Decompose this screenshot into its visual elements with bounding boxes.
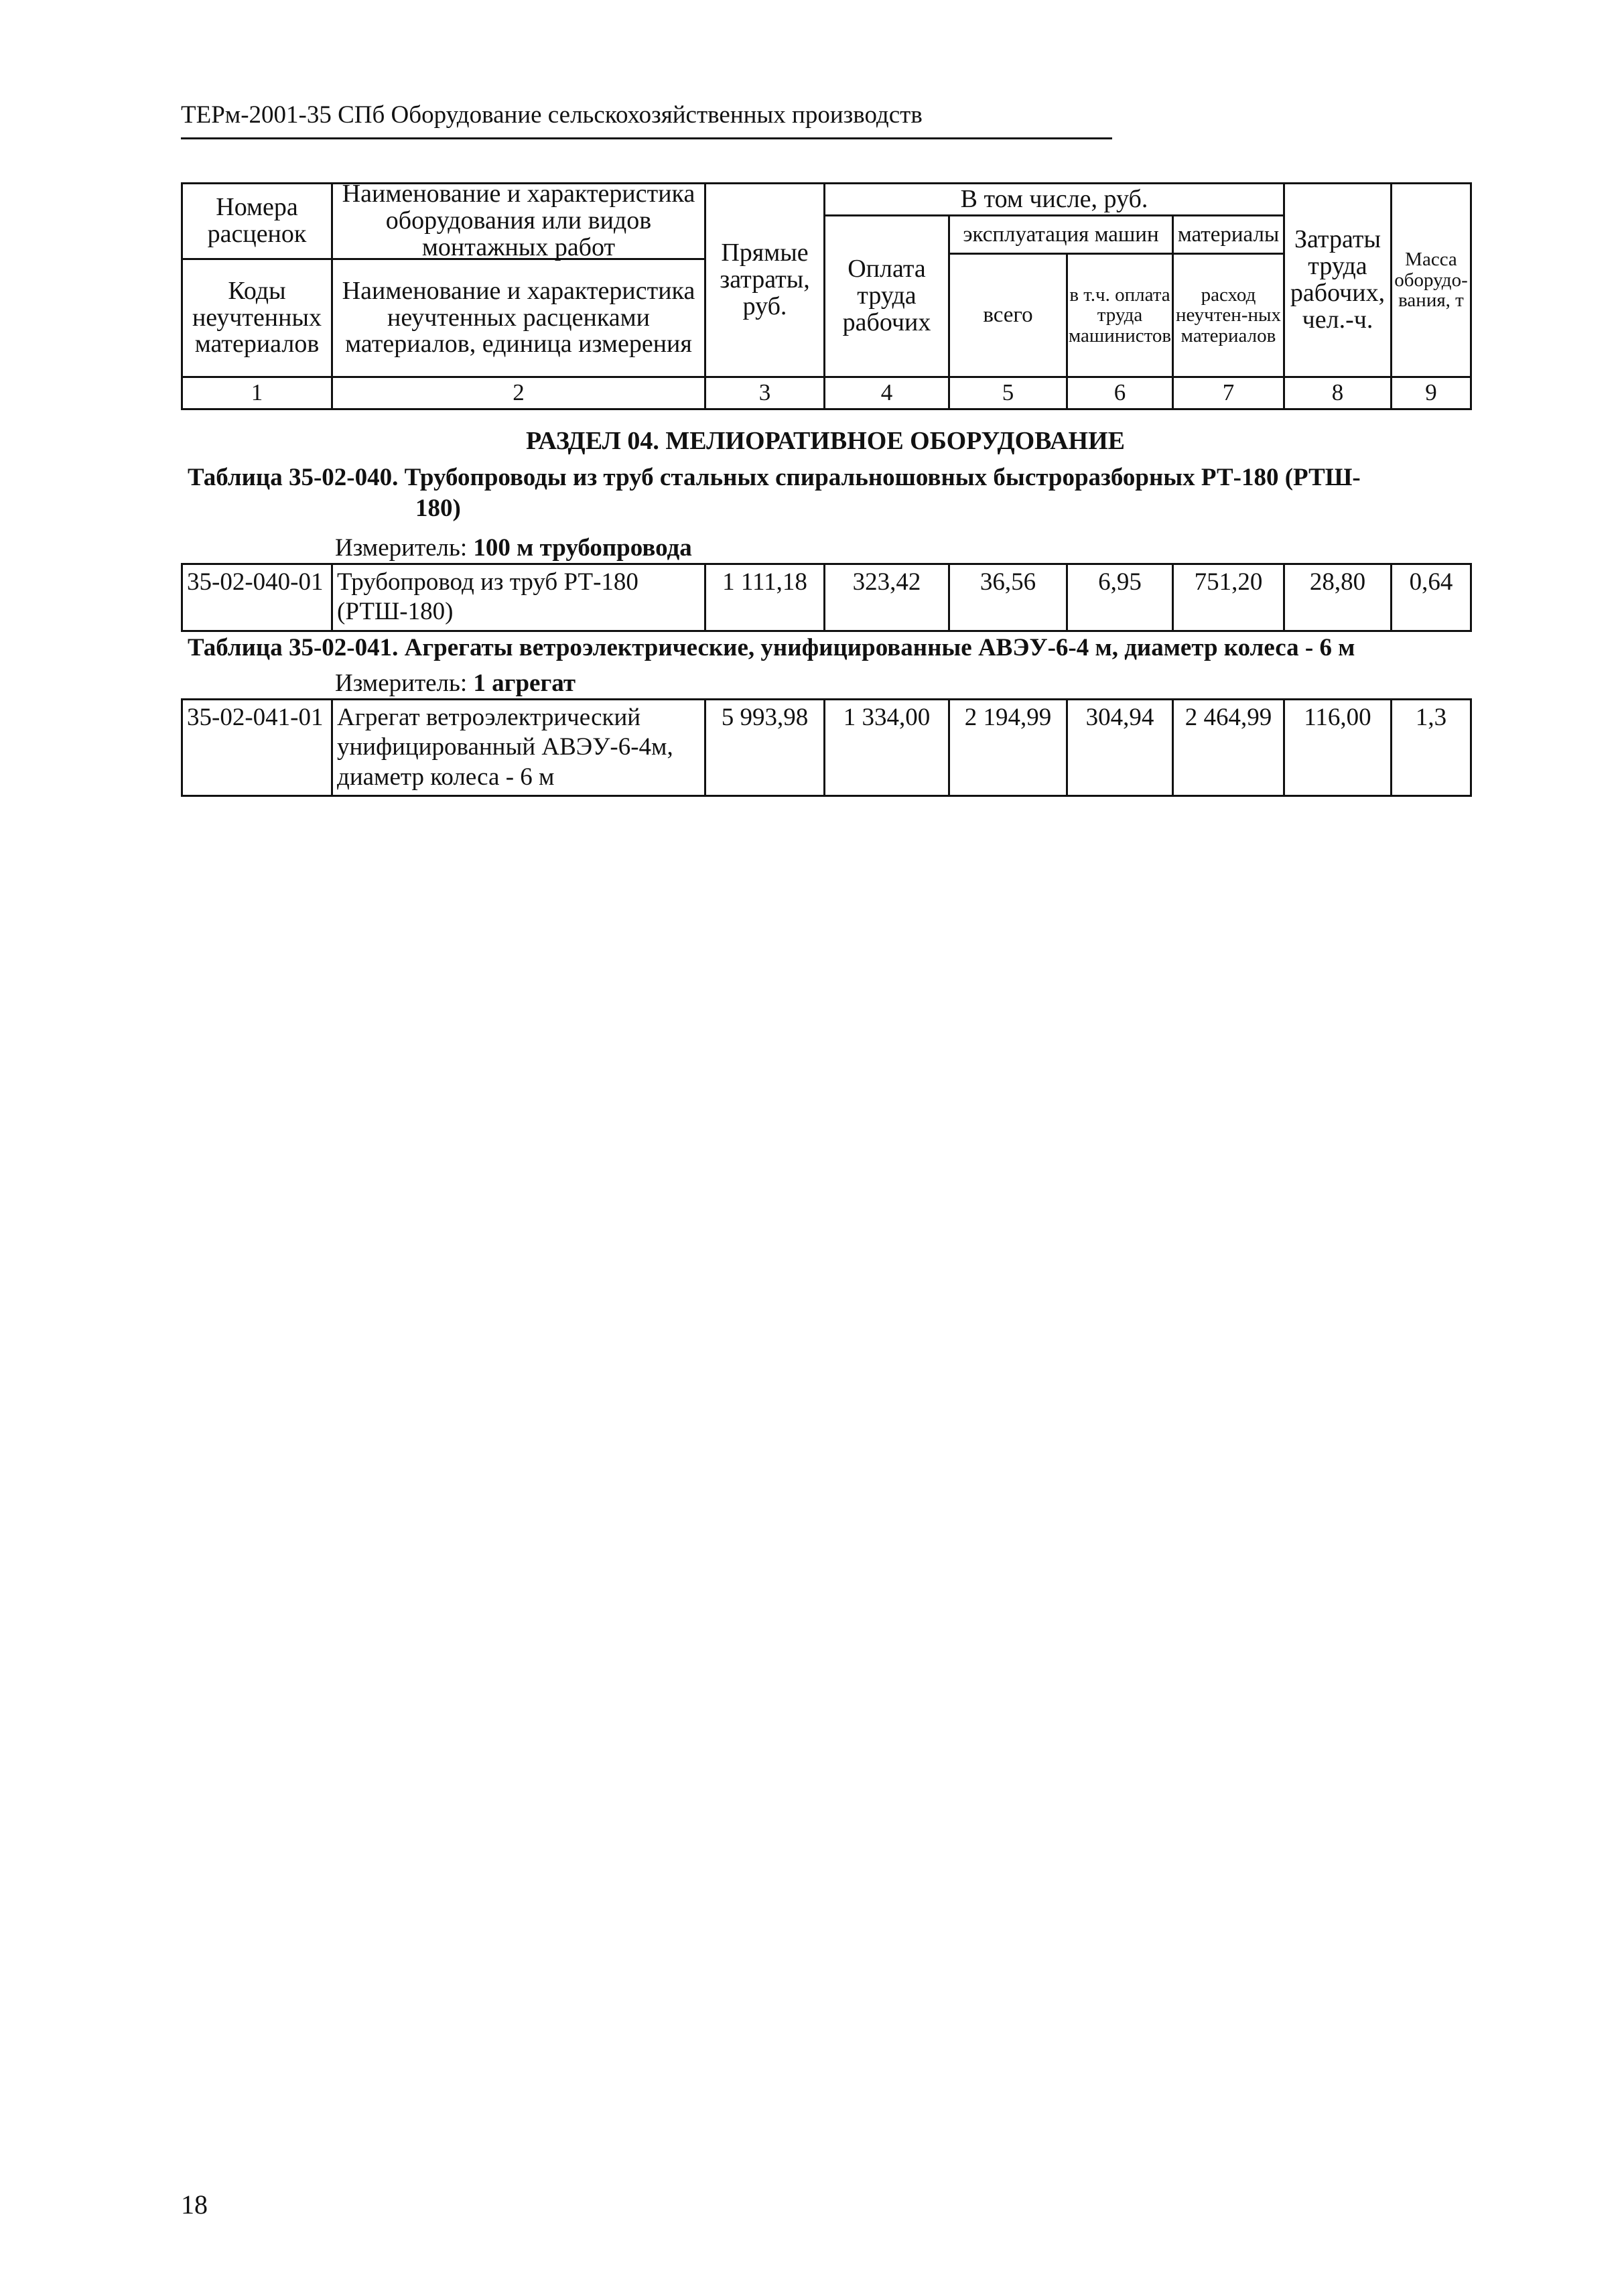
rate-code: 35-02-041-01	[182, 700, 332, 796]
direct-costs: 5 993,98	[705, 700, 825, 796]
table-caption: Таблица 35-02-041. Агрегаты ветроэлектрические, унифицированные АВЭУ-6-4 м, диаметр колеса - 6 м	[188, 634, 1355, 661]
machines-total: 2 194,99	[949, 700, 1067, 796]
labor-hours: 116,00	[1284, 700, 1392, 796]
materials-cost: 2 464,99	[1173, 700, 1284, 796]
header-material-codes: Коды неучтенных материалов	[192, 276, 322, 359]
column-number: 7	[1173, 377, 1284, 409]
data-table	[181, 698, 1472, 797]
header-machines-total: всего	[949, 254, 1067, 377]
header-group-including: В том числе, руб.	[825, 184, 1284, 216]
rate-code: 35-02-040-01	[182, 564, 332, 631]
header-direct-costs: Прямые затраты, руб.	[705, 184, 825, 377]
column-number: 2	[332, 377, 705, 409]
document-header-title: ТЕРм-2001-35 СПб Оборудование сельскохозяйственных производств	[181, 101, 1112, 139]
direct-costs: 1 111,18	[705, 564, 825, 631]
table-caption-line: Таблица 35-02-040. Трубопроводы из труб стальных спиральношовных быстроразборных РТ-180 (РТШ-	[188, 464, 1361, 491]
item-name: Трубопровод из труб РТ-180 (РТШ-180)	[332, 564, 705, 631]
column-number: 1	[182, 377, 332, 409]
measure-value: 1 агрегат	[473, 669, 576, 697]
header-equipment-name: Наименование и характеристика оборудования или видов монтажных работ	[333, 184, 704, 260]
header-rate-numbers: Номера расценок	[183, 184, 331, 260]
machines-total: 36,56	[949, 564, 1067, 631]
page-number: 18	[181, 2189, 208, 2220]
measure-label: Измеритель:	[335, 534, 468, 562]
table-caption	[188, 462, 1461, 525]
item-name: Агрегат ветроэлектрический унифицированный АВЭУ-6-4м, диаметр колеса - 6 м	[332, 700, 705, 796]
column-number: 5	[949, 377, 1067, 409]
measure-label: Измеритель:	[335, 669, 468, 697]
equipment-mass: 1,3	[1392, 700, 1471, 796]
table-header	[181, 182, 1472, 410]
header-labor-hours: Затраты труда рабочих, чел.-ч.	[1284, 184, 1392, 377]
header-materials: материалы	[1173, 216, 1284, 254]
equipment-mass: 0,64	[1392, 564, 1471, 631]
column-number: 8	[1284, 377, 1392, 409]
header-material-name: Наименование и характеристика неучтенных расценками материалов, единица измерения	[342, 276, 695, 359]
header-machinists-pay: в т.ч. оплата труда машинистов	[1067, 254, 1173, 377]
header-machine-operation: эксплуатация машин	[949, 216, 1173, 254]
labor-pay: 323,42	[825, 564, 949, 631]
table-row	[182, 564, 1471, 631]
section-title: РАЗДЕЛ 04. МЕЛИОРАТИВНОЕ ОБОРУДОВАНИЕ	[525, 427, 1126, 455]
labor-pay: 1 334,00	[825, 700, 949, 796]
labor-hours: 28,80	[1284, 564, 1392, 631]
table-row	[182, 700, 1471, 796]
header-unaccounted-materials: расход неучтен-ных материалов	[1173, 254, 1284, 377]
column-number: 4	[825, 377, 949, 409]
data-table	[181, 563, 1472, 632]
header-labor-pay: Оплата труда рабочих	[825, 216, 949, 377]
measure-unit	[335, 669, 576, 698]
materials-cost: 751,20	[1173, 564, 1284, 631]
column-number: 6	[1067, 377, 1173, 409]
header-cell-codes	[182, 184, 332, 377]
measure-unit	[335, 533, 692, 562]
machinists-pay: 304,94	[1067, 700, 1173, 796]
column-number: 3	[705, 377, 825, 409]
header-cell-names	[332, 180, 705, 377]
table-caption-continuation: 180)	[415, 495, 461, 523]
machinists-pay: 6,95	[1067, 564, 1173, 631]
header-equipment-mass: Масса оборудо-вания, т	[1392, 184, 1471, 377]
column-number: 9	[1392, 377, 1471, 409]
measure-value: 100 м трубопровода	[473, 534, 692, 562]
